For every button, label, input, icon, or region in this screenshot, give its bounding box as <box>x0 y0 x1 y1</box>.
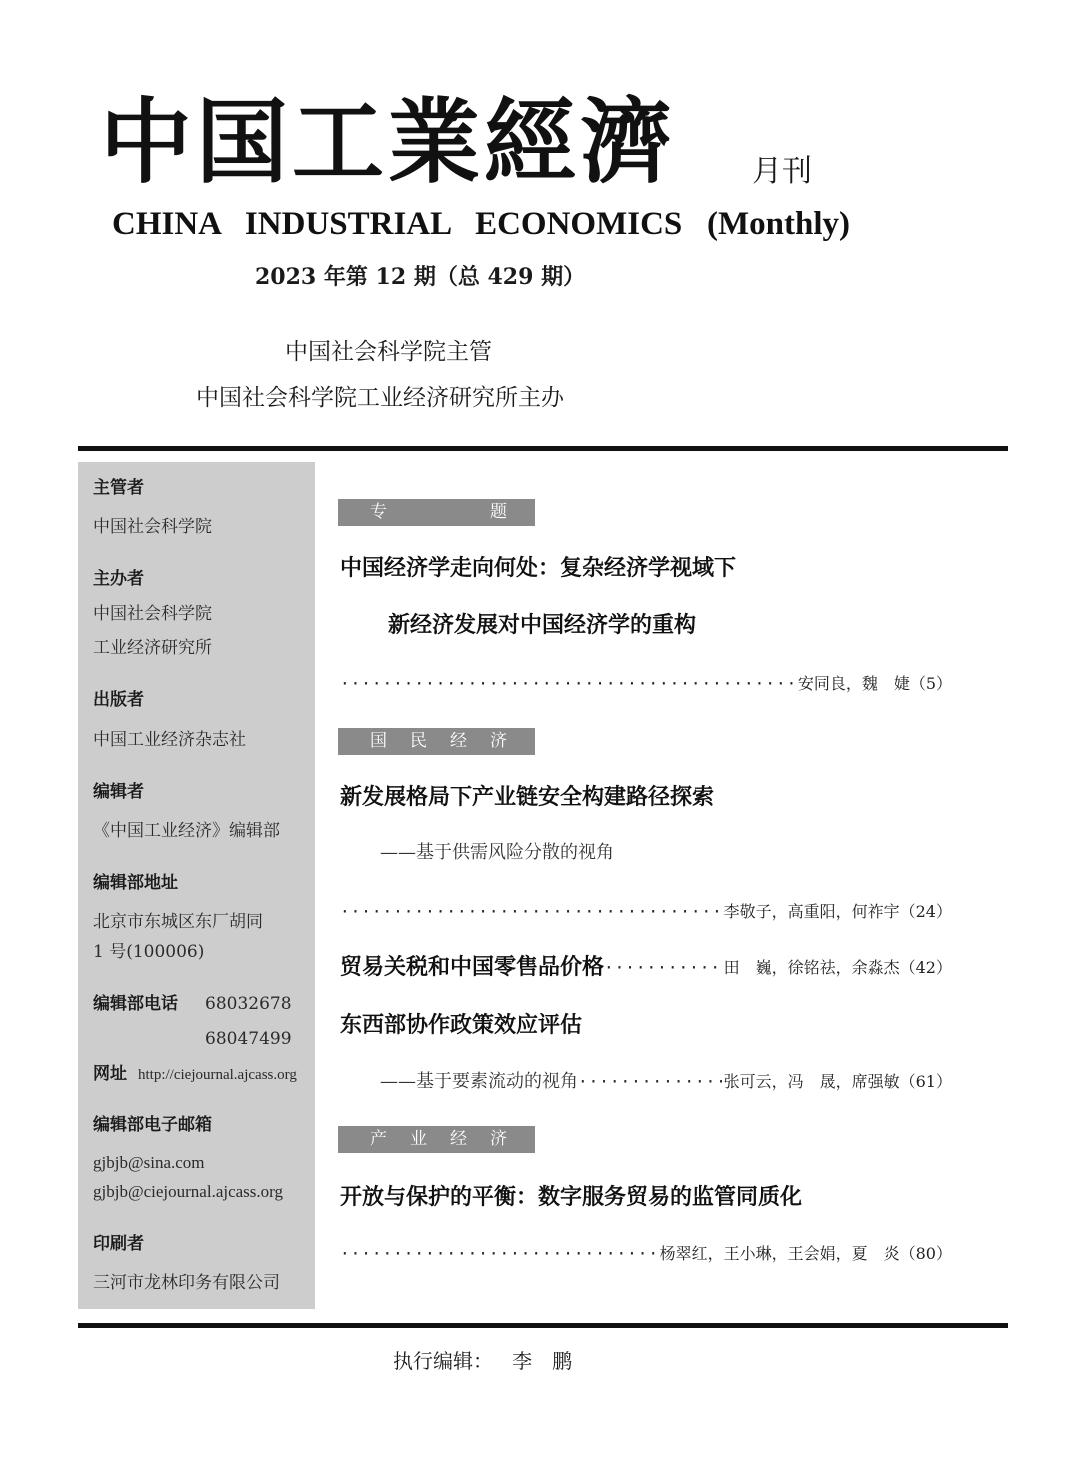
article-5-authors-line <box>340 1240 952 1268</box>
address-value-2: 1 号(100006) <box>93 942 205 962</box>
journal-title-english: CHINA INDUSTRIAL ECONOMICS (Monthly) <box>112 206 851 242</box>
sponsor-value-2: 工业经济研究所 <box>93 638 212 658</box>
executive-editor-label: 执行编辑： <box>393 1349 493 1373</box>
sponsor-value-1: 中国社会科学院 <box>93 604 212 624</box>
section-tag-char: 济 <box>490 731 507 751</box>
section-tag-char: 产 <box>370 1129 387 1149</box>
section-tag-char: 国 <box>370 731 387 751</box>
phone-value-1: 68032678 <box>205 994 292 1014</box>
article-2-subtitle: ——基于供需风险分散的视角 <box>380 842 614 863</box>
issue-number: 2023 年第 12 期（总 429 期） <box>255 264 586 290</box>
journal-title-chinese: 中国工業經濟 <box>100 88 677 196</box>
leader-dots <box>578 1068 722 1096</box>
executive-editor-name: 李 鹏 <box>512 1349 573 1373</box>
article-1-authors: 安同良，魏 婕（5） <box>797 674 952 693</box>
email-value-1: gjbjb@sina.com <box>93 1153 205 1172</box>
supervisor-label: 主管者 <box>93 478 144 498</box>
leader-dots <box>604 954 722 982</box>
section-tag-char: 题 <box>490 502 507 522</box>
section-tag-char: 济 <box>490 1129 507 1149</box>
article-2-authors: 李敬子，高重阳，何祚宇（24） <box>723 902 952 921</box>
sponsor-label: 主办者 <box>93 569 144 589</box>
top-rule <box>78 446 1008 451</box>
editor-value: 《中国工业经济》编辑部 <box>93 821 280 841</box>
article-1-title-line-1: 中国经济学走向何处：复杂经济学视域下 <box>340 556 737 581</box>
article-3-authors: 田 巍，徐铭祛，余淼杰（42） <box>723 958 952 977</box>
printer-value: 三河市龙林印务有限公司 <box>93 1273 280 1293</box>
section-tag-char: 专 <box>370 502 387 522</box>
section-tag-char: 业 <box>410 1129 427 1149</box>
article-3-line <box>340 954 952 982</box>
article-4-subtitle: ——基于要素流动的视角 <box>380 1071 578 1092</box>
supervisor-value: 中国社会科学院 <box>93 517 212 537</box>
section-tag-char: 经 <box>450 1129 467 1149</box>
leader-dots <box>340 1240 658 1268</box>
article-5-title: 开放与保护的平衡：数字服务贸易的监管同质化 <box>340 1185 803 1210</box>
article-2-title: 新发展格局下产业链安全构建路径探索 <box>340 785 715 810</box>
article-1-title-line-2: 新经济发展对中国经济学的重构 <box>388 613 697 638</box>
article-4-title: 东西部协作政策效应评估 <box>340 1013 583 1038</box>
email-label: 编辑部电子邮箱 <box>93 1115 212 1135</box>
executive-editor <box>393 1345 572 1377</box>
article-2-authors-line <box>340 898 952 926</box>
address-label: 编辑部地址 <box>93 873 178 893</box>
article-1-authors-line <box>340 670 952 698</box>
leader-dots <box>340 670 796 698</box>
publisher-value: 中国工业经济杂志社 <box>93 730 246 750</box>
section-tag-national-economy <box>338 728 535 755</box>
monthly-label: 月刊 <box>752 154 812 189</box>
address-value-1: 北京市东城区东厂胡同 <box>93 912 263 932</box>
website-value: http://ciejournal.ajcass.org <box>138 1067 297 1083</box>
publisher-label: 出版者 <box>93 690 144 710</box>
leader-dots <box>340 898 722 926</box>
bottom-rule <box>78 1323 1008 1328</box>
article-5-authors: 杨翠红，王小琳，王会娟，夏 炎（80） <box>659 1244 952 1263</box>
email-value-2: gjbjb@ciejournal.ajcass.org <box>93 1182 284 1201</box>
supervisor-line: 中国社会科学院主管 <box>285 339 492 365</box>
sponsor-line: 中国社会科学院工业经济研究所主办 <box>196 385 564 411</box>
printer-label: 印刷者 <box>93 1234 144 1254</box>
editor-label: 编辑者 <box>93 782 144 802</box>
article-4-authors-line <box>340 1068 952 1096</box>
section-tag-char: 经 <box>450 731 467 751</box>
article-3-title: 贸易关税和中国零售品价格 <box>340 955 605 980</box>
section-tag-special-topic <box>338 499 535 526</box>
phone-label: 编辑部电话 <box>93 994 178 1014</box>
article-4-authors: 张可云，冯 晟，席强敏（61） <box>723 1072 952 1091</box>
section-tag-industrial-economy <box>338 1126 535 1153</box>
phone-value-2: 68047499 <box>205 1029 292 1049</box>
section-tag-char: 民 <box>410 731 427 751</box>
website-label: 网址 <box>93 1064 127 1084</box>
